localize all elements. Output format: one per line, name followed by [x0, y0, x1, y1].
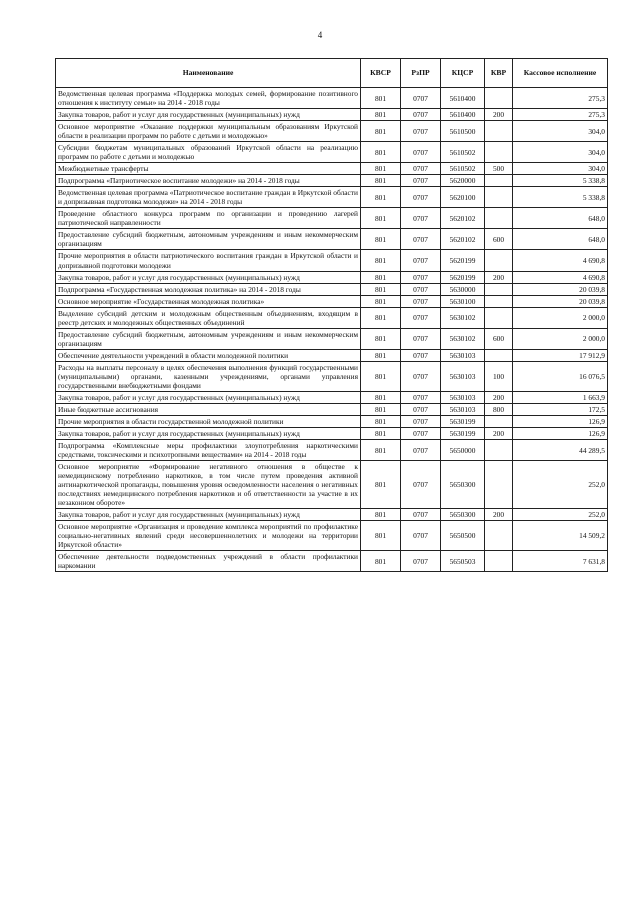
row-rzpr: 0707 — [401, 121, 441, 142]
row-kvr — [485, 88, 513, 109]
row-kvsr: 801 — [361, 250, 401, 271]
table-row — [56, 208, 608, 229]
row-rzpr: 0707 — [401, 440, 441, 461]
row-name: Проведение областного конкурса программ по организации и проведению лагерей патриотической направленности — [56, 208, 361, 229]
header-rzpr: РзПР — [401, 59, 441, 88]
row-rzpr: 0707 — [401, 250, 441, 271]
row-amount: 4 690,8 — [513, 271, 608, 283]
row-kvsr: 801 — [361, 295, 401, 307]
row-kvr — [485, 461, 513, 509]
table-row — [56, 142, 608, 163]
row-amount: 126,9 — [513, 415, 608, 427]
row-rzpr: 0707 — [401, 229, 441, 250]
table-row — [56, 175, 608, 187]
row-name: Обеспечение деятельности учреждений в области молодежной политики — [56, 349, 361, 361]
row-amount: 5 338,8 — [513, 175, 608, 187]
row-name: Ведомственная целевая программа «Поддержка молодых семей, формирование позитивного отношения к институту семьи» на 2014 - 2018 годы — [56, 88, 361, 109]
row-name: Иные бюджетные ассигнования — [56, 403, 361, 415]
row-rzpr: 0707 — [401, 175, 441, 187]
table-row — [56, 403, 608, 415]
row-kvr: 200 — [485, 109, 513, 121]
row-kvr: 100 — [485, 361, 513, 391]
row-kvsr: 801 — [361, 121, 401, 142]
table-row — [56, 271, 608, 283]
row-kvr — [485, 121, 513, 142]
budget-table — [55, 58, 608, 572]
row-rzpr: 0707 — [401, 142, 441, 163]
row-name: Основное мероприятие «Оказание поддержки муниципальным образованиям Иркутской области в реализации программ по работе с детьми и молодежью» — [56, 121, 361, 142]
row-amount: 126,9 — [513, 427, 608, 439]
table-row — [56, 551, 608, 572]
row-name: Выделение субсидий детским и молодежным общественным объединениям, входящим в реестр детских и молодежных общественных объединений — [56, 307, 361, 328]
row-kvsr: 801 — [361, 415, 401, 427]
row-amount: 275,3 — [513, 109, 608, 121]
row-rzpr: 0707 — [401, 283, 441, 295]
header-name: Наименование — [56, 59, 361, 88]
row-kvr: 200 — [485, 391, 513, 403]
row-kvr — [485, 415, 513, 427]
row-rzpr: 0707 — [401, 461, 441, 509]
row-kvr — [485, 208, 513, 229]
table-body — [56, 88, 608, 572]
row-kcsr: 5630103 — [441, 349, 485, 361]
row-name: Прочие мероприятия в области патриотического воспитания граждан в Иркутской области и допризывной подготовки молодежи — [56, 250, 361, 271]
row-name: Подпрограмма «Патриотическое воспитание молодежи» на 2014 - 2018 годы — [56, 175, 361, 187]
table-row — [56, 250, 608, 271]
row-name: Закупка товаров, работ и услуг для государственных (муниципальных) нужд — [56, 391, 361, 403]
table-row — [56, 109, 608, 121]
row-name: Расходы на выплаты персоналу в целях обеспечения выполнения функций государственными (муниципальными) органами, казенными учреждениями, органами управления государственными внебюджетными фондами — [56, 361, 361, 391]
row-amount: 7 631,8 — [513, 551, 608, 572]
table-row — [56, 283, 608, 295]
row-rzpr: 0707 — [401, 208, 441, 229]
row-kvsr: 801 — [361, 551, 401, 572]
row-rzpr: 0707 — [401, 509, 441, 521]
row-kvsr: 801 — [361, 208, 401, 229]
row-kvr: 200 — [485, 427, 513, 439]
row-kcsr: 5630100 — [441, 295, 485, 307]
row-kcsr: 5620000 — [441, 175, 485, 187]
row-kvsr: 801 — [361, 307, 401, 328]
row-amount: 252,0 — [513, 461, 608, 509]
header-amount: Кассовое исполнение — [513, 59, 608, 88]
row-name: Ведомственная целевая программа «Патриотическое воспитание граждан в Иркутской области и допризывная подготовка молодежи» на 2014 - 2018 годы — [56, 187, 361, 208]
row-kvsr: 801 — [361, 283, 401, 295]
row-kvsr: 801 — [361, 521, 401, 551]
row-rzpr: 0707 — [401, 361, 441, 391]
row-kcsr: 5630102 — [441, 328, 485, 349]
header-kcsr: КЦСР — [441, 59, 485, 88]
row-amount: 275,3 — [513, 88, 608, 109]
row-kvsr: 801 — [361, 361, 401, 391]
row-kcsr: 5650000 — [441, 440, 485, 461]
row-name: Подпрограмма «Государственная молодежная политика» на 2014 - 2018 годы — [56, 283, 361, 295]
table-row — [56, 440, 608, 461]
row-rzpr: 0707 — [401, 163, 441, 175]
row-kvsr: 801 — [361, 88, 401, 109]
row-kvsr: 801 — [361, 509, 401, 521]
row-amount: 304,0 — [513, 142, 608, 163]
row-kvsr: 801 — [361, 175, 401, 187]
row-kvsr: 801 — [361, 461, 401, 509]
row-rzpr: 0707 — [401, 109, 441, 121]
row-kvr: 600 — [485, 328, 513, 349]
row-kcsr: 5650503 — [441, 551, 485, 572]
row-kvr — [485, 295, 513, 307]
row-kvsr: 801 — [361, 427, 401, 439]
row-name: Обеспечение деятельности подведомственных учреждений в области профилактики наркомании — [56, 551, 361, 572]
row-rzpr: 0707 — [401, 271, 441, 283]
row-kvr — [485, 551, 513, 572]
row-kvr — [485, 142, 513, 163]
table-row — [56, 295, 608, 307]
row-kcsr: 5630103 — [441, 391, 485, 403]
row-name: Основное мероприятие «Организация и проведение комплекса мероприятий по профилактике социально-негативных явлений среди несовершеннолетних и молодежи на территории Иркутской области» — [56, 521, 361, 551]
table-row — [56, 229, 608, 250]
row-name: Межбюджетные трансферты — [56, 163, 361, 175]
row-kvr — [485, 187, 513, 208]
table-row — [56, 121, 608, 142]
row-kvr — [485, 175, 513, 187]
row-kcsr: 5630000 — [441, 283, 485, 295]
row-amount: 172,5 — [513, 403, 608, 415]
row-amount: 17 912,9 — [513, 349, 608, 361]
table-row — [56, 461, 608, 509]
row-rzpr: 0707 — [401, 88, 441, 109]
table-row — [56, 391, 608, 403]
table-row — [56, 509, 608, 521]
table-row — [56, 415, 608, 427]
row-kcsr: 5620199 — [441, 250, 485, 271]
row-rzpr: 0707 — [401, 307, 441, 328]
row-amount: 252,0 — [513, 509, 608, 521]
row-kvsr: 801 — [361, 391, 401, 403]
row-kvr — [485, 349, 513, 361]
row-rzpr: 0707 — [401, 187, 441, 208]
row-kcsr: 5620102 — [441, 229, 485, 250]
row-amount: 5 338,8 — [513, 187, 608, 208]
row-amount: 304,0 — [513, 121, 608, 142]
row-kvsr: 801 — [361, 349, 401, 361]
row-amount: 4 690,8 — [513, 250, 608, 271]
row-kcsr: 5630103 — [441, 361, 485, 391]
row-name: Субсидии бюджетам муниципальных образований Иркутской области на реализацию программ по работе с детьми и молодежью — [56, 142, 361, 163]
row-amount: 16 076,5 — [513, 361, 608, 391]
row-kvr — [485, 283, 513, 295]
row-kcsr: 5610502 — [441, 142, 485, 163]
header-kvr: КВР — [485, 59, 513, 88]
row-kvr: 200 — [485, 509, 513, 521]
row-kvsr: 801 — [361, 109, 401, 121]
row-kvr — [485, 307, 513, 328]
row-kvr: 600 — [485, 229, 513, 250]
row-kvr: 800 — [485, 403, 513, 415]
row-kcsr: 5630103 — [441, 403, 485, 415]
row-rzpr: 0707 — [401, 328, 441, 349]
row-kcsr: 5630199 — [441, 427, 485, 439]
row-amount: 20 039,8 — [513, 295, 608, 307]
row-kvr — [485, 521, 513, 551]
row-name: Закупка товаров, работ и услуг для государственных (муниципальных) нужд — [56, 509, 361, 521]
table-row — [56, 88, 608, 109]
row-name: Закупка товаров, работ и услуг для государственных (муниципальных) нужд — [56, 427, 361, 439]
row-kvsr: 801 — [361, 328, 401, 349]
row-rzpr: 0707 — [401, 349, 441, 361]
row-name: Закупка товаров, работ и услуг для государственных (муниципальных) нужд — [56, 271, 361, 283]
table-row — [56, 349, 608, 361]
row-name: Предоставление субсидий бюджетным, автономным учреждениям и иным некоммерческим организациям — [56, 328, 361, 349]
row-name: Предоставление субсидий бюджетным, автономным учреждениям и иным некоммерческим организациям — [56, 229, 361, 250]
row-kcsr: 5610400 — [441, 88, 485, 109]
row-kcsr: 5620100 — [441, 187, 485, 208]
table-header-row — [56, 59, 608, 88]
row-kcsr: 5650500 — [441, 521, 485, 551]
row-kcsr: 5650300 — [441, 509, 485, 521]
row-rzpr: 0707 — [401, 521, 441, 551]
row-kcsr: 5610500 — [441, 121, 485, 142]
row-amount: 648,0 — [513, 208, 608, 229]
row-rzpr: 0707 — [401, 403, 441, 415]
row-amount: 304,0 — [513, 163, 608, 175]
row-kvr: 500 — [485, 163, 513, 175]
row-kcsr: 5620199 — [441, 271, 485, 283]
row-kvsr: 801 — [361, 142, 401, 163]
row-rzpr: 0707 — [401, 427, 441, 439]
table-row — [56, 427, 608, 439]
table-row — [56, 521, 608, 551]
row-name: Подпрограмма «Комплексные меры профилактики злоупотребления наркотическими средствами, токсическими и психотропными веществами» на 2014 - 2018 годы — [56, 440, 361, 461]
row-name: Основное мероприятие «Формирование негативного отношения в обществе к немедицинскому потреблению наркотиков, в том числе путем проведения активной антинаркотической пропаганды, повышения уровня осведомленности населения о негативных последствиях немедицинского потребления наркотиков и об ответственности за участие в их незаконном обороте» — [56, 461, 361, 509]
row-kcsr: 5610502 — [441, 163, 485, 175]
row-kvsr: 801 — [361, 403, 401, 415]
row-kvsr: 801 — [361, 229, 401, 250]
table-row — [56, 163, 608, 175]
row-kcsr: 5630102 — [441, 307, 485, 328]
row-kvsr: 801 — [361, 440, 401, 461]
row-name: Основное мероприятие «Государственная молодежная политика» — [56, 295, 361, 307]
row-kvr: 200 — [485, 271, 513, 283]
row-amount: 2 000,0 — [513, 307, 608, 328]
row-kvr — [485, 250, 513, 271]
row-kvsr: 801 — [361, 187, 401, 208]
row-amount: 648,0 — [513, 229, 608, 250]
table-row — [56, 187, 608, 208]
row-kcsr: 5620102 — [441, 208, 485, 229]
row-rzpr: 0707 — [401, 295, 441, 307]
row-name: Прочие мероприятия в области государственной молодежной политики — [56, 415, 361, 427]
row-rzpr: 0707 — [401, 391, 441, 403]
row-rzpr: 0707 — [401, 551, 441, 572]
row-kvsr: 801 — [361, 163, 401, 175]
row-kcsr: 5630199 — [441, 415, 485, 427]
table-row — [56, 307, 608, 328]
table-row — [56, 328, 608, 349]
row-kvr — [485, 440, 513, 461]
row-kcsr: 5650300 — [441, 461, 485, 509]
page-number: 4 — [317, 30, 323, 40]
row-kvsr: 801 — [361, 271, 401, 283]
row-kcsr: 5610400 — [441, 109, 485, 121]
row-amount: 20 039,8 — [513, 283, 608, 295]
row-amount: 14 509,2 — [513, 521, 608, 551]
row-amount: 44 289,5 — [513, 440, 608, 461]
header-kvsr: КВСР — [361, 59, 401, 88]
row-amount: 1 663,9 — [513, 391, 608, 403]
row-rzpr: 0707 — [401, 415, 441, 427]
row-amount: 2 000,0 — [513, 328, 608, 349]
row-name: Закупка товаров, работ и услуг для государственных (муниципальных) нужд — [56, 109, 361, 121]
table-row — [56, 361, 608, 391]
